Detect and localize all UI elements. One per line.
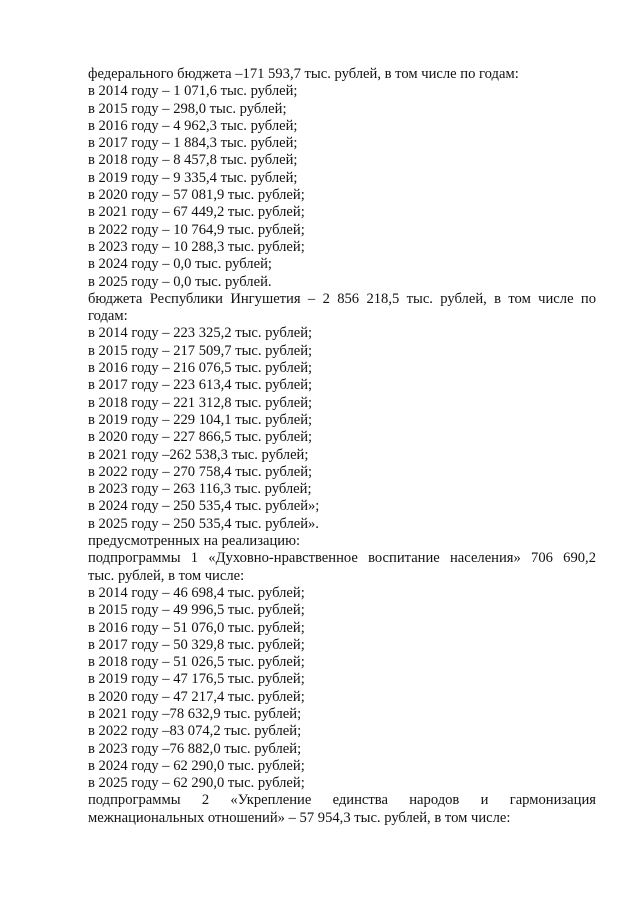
- republic-year-line: в 2014 году – 223 325,2 тыс. рублей;: [88, 325, 313, 342]
- republic-year-line: в 2015 году – 217 509,7 тыс. рублей;: [88, 342, 313, 359]
- federal-year-line: в 2014 году – 1 071,6 тыс. рублей;: [88, 83, 298, 100]
- subprogram1-year-line: в 2023 году –76 882,0 тыс. рублей;: [88, 740, 302, 757]
- republic-year-line: в 2020 году – 227 866,5 тыс. рублей;: [88, 429, 313, 446]
- subprogram2-heading: подпрограммы 2 «Укрепление единства народов и гармонизация: [88, 792, 596, 809]
- federal-year-line: в 2017 году – 1 884,3 тыс. рублей;: [88, 135, 298, 152]
- subprogram1-year-line: в 2018 году – 51 026,5 тыс. рублей;: [88, 654, 305, 671]
- subprogram2-heading-cont: межнациональных отношений» – 57 954,3 тыс. рублей, в том числе:: [88, 809, 511, 826]
- republic-year-line: в 2023 году – 263 116,3 тыс. рублей;: [88, 481, 312, 498]
- republic-year-line: в 2021 году –262 538,3 тыс. рублей;: [88, 446, 309, 463]
- republic-budget-heading: бюджета Республики Ингушетия – 2 856 218,5 тыс. рублей, в том числе по: [88, 290, 596, 307]
- federal-budget-heading: федерального бюджета –171 593,7 тыс. рублей, в том числе по годам:: [88, 66, 519, 82]
- federal-year-line: в 2015 году – 298,0 тыс. рублей;: [88, 100, 287, 117]
- federal-year-line: в 2025 году – 0,0 тыс. рублей.: [88, 273, 272, 290]
- subprogram1-year-line: в 2022 году –83 074,2 тыс. рублей;: [88, 723, 302, 740]
- republic-year-line: в 2019 году – 229 104,1 тыс. рублей;: [88, 411, 313, 428]
- federal-year-line: в 2023 году – 10 288,3 тыс. рублей;: [88, 238, 305, 255]
- subprogram1-heading-cont: тыс. рублей, в том числе:: [88, 567, 245, 584]
- federal-budget-years: [88, 83, 596, 291]
- subprogram1-year-line: в 2017 году – 50 329,8 тыс. рублей;: [88, 636, 305, 653]
- republic-year-line: в 2022 году – 270 758,4 тыс. рублей;: [88, 463, 313, 480]
- federal-year-line: в 2022 году – 10 764,9 тыс. рублей;: [88, 221, 305, 238]
- federal-year-line: в 2018 году – 8 457,8 тыс. рублей;: [88, 152, 298, 169]
- federal-year-line: в 2019 году – 9 335,4 тыс. рублей;: [88, 169, 298, 186]
- subprogram1-years: [88, 585, 596, 793]
- federal-year-line: в 2020 году – 57 081,9 тыс. рублей;: [88, 187, 305, 204]
- document-page: [88, 66, 596, 827]
- subprogram1-heading: подпрограммы 1 «Духовно-нравственное воспитание населения» 706 690,2: [88, 550, 596, 567]
- subprogram1-year-line: в 2015 году – 49 996,5 тыс. рублей;: [88, 602, 305, 619]
- subprogram1-year-line: в 2020 году – 47 217,4 тыс. рублей;: [88, 688, 305, 705]
- subprogram1-year-line: в 2014 году – 46 698,4 тыс. рублей;: [88, 584, 305, 601]
- republic-year-line: в 2025 году – 250 535,4 тыс. рублей».: [88, 515, 319, 532]
- republic-year-line: в 2018 году – 221 312,8 тыс. рублей;: [88, 394, 313, 411]
- subprogram1-year-line: в 2025 году – 62 290,0 тыс. рублей;: [88, 775, 305, 792]
- republic-year-line: в 2016 году – 216 076,5 тыс. рублей;: [88, 360, 313, 377]
- subprogram1-year-line: в 2021 году –78 632,9 тыс. рублей;: [88, 705, 302, 722]
- subprogram1-year-line: в 2024 году – 62 290,0 тыс. рублей;: [88, 757, 305, 774]
- federal-year-line: в 2024 году – 0,0 тыс. рублей;: [88, 256, 272, 273]
- federal-year-line: в 2016 году – 4 962,3 тыс. рублей;: [88, 117, 298, 134]
- subprogram1-year-line: в 2019 году – 47 176,5 тыс. рублей;: [88, 671, 305, 688]
- federal-year-line: в 2021 году – 67 449,2 тыс. рублей;: [88, 204, 305, 221]
- provided-label: предусмотренных на реализацию:: [88, 533, 301, 550]
- republic-year-line: в 2017 году – 223 613,4 тыс. рублей;: [88, 377, 313, 394]
- subprogram1-year-line: в 2016 году – 51 076,0 тыс. рублей;: [88, 619, 305, 636]
- republic-year-line: в 2024 году – 250 535,4 тыс. рублей»;: [88, 498, 320, 515]
- republic-budget-years: [88, 325, 596, 533]
- republic-budget-heading-cont: годам:: [88, 308, 128, 325]
